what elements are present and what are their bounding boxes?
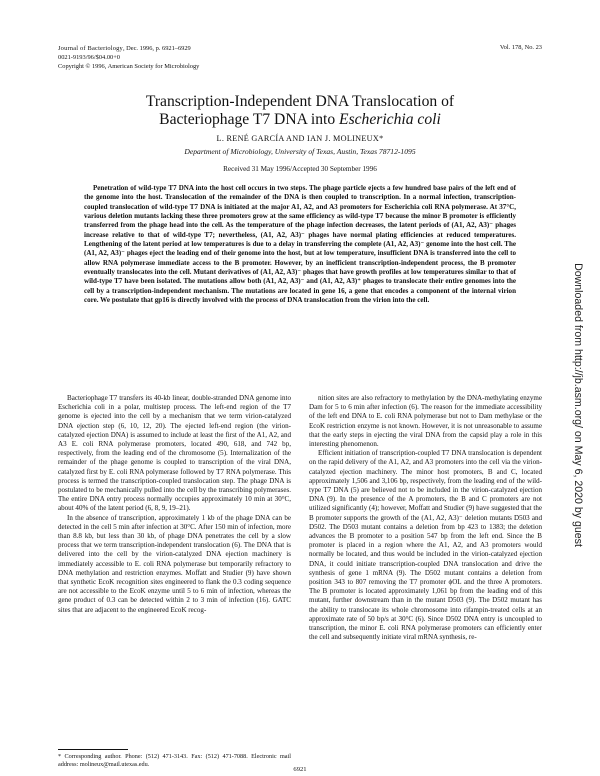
- copyright-line: Copyright © 1996, American Society for Microbiology: [58, 63, 200, 70]
- volume-issue: Vol. 178, No. 23: [499, 44, 542, 51]
- authors: L. RENÉ GARCÍA AND IAN J. MOLINEUX*: [216, 134, 384, 143]
- affiliation: Department of Microbiology, University of Texas, Austin, Texas 78712-1095: [184, 147, 416, 156]
- journal-citation: [58, 44, 199, 53]
- download-watermark: Downloaded from http://jb.asm.org/ on May 6, 2020 by guest: [572, 263, 584, 547]
- title-line-1: Transcription-Independent DNA Translocation of: [145, 93, 455, 110]
- journal-header: [58, 44, 199, 71]
- body-paragraph: Bacteriophage T7 transfers its 40-kb linear, double-stranded DNA genome into Escherichia coli in a polar, multistep process. The left-end region of the T7 genome is ejected into the cell by a mechanism that we term virion-catalyzed DNA ejection step (6, 10, 12, 20). The ejected left-end region (the virion-catalyzed ejection DNA) is assumed to include at least the first of the A1, A2, and A3 E. coli RNA polymerase promoters, located 490, 618, and 742 bp, respectively, from the leading end of the chromosome (5). Internalization of the remainder of the phage genome is coupled to transcription of the viral DNA, catalyzed first by E. coli RNA polymerase followed by T7 RNA polymerase. This process is termed the transcription-coupled translocation step. The phage DNA is postulated to be mechanically pulled into the cell by the transcribing polymerases. The entire DNA entry process normally occupies approximately 10 min at 30°C, about 40% of the latent period (6, 8, 9, 19–21).: [58, 394, 291, 513]
- body-column-right: [309, 394, 542, 642]
- issn-line: 0021-9193/96/$04.00+0: [58, 54, 121, 61]
- title-organism: Escherichia coli: [339, 111, 441, 128]
- footnote-divider: [58, 749, 128, 750]
- title-line-2: Bacteriophage T7 DNA into: [159, 111, 340, 128]
- journal-name: Journal of Bacteriology: [58, 45, 123, 52]
- title-block: [58, 93, 542, 173]
- corresponding-author-footnote: * Corresponding author. Phone: (512) 471-3143. Fax: (512) 471-7088. Electronic mail address: molineux@mail.utexas.edu.: [58, 753, 291, 768]
- body-column-left: [58, 394, 291, 615]
- page-number: 6921: [293, 766, 307, 773]
- received-dates: Received 31 May 1996/Accepted 30 September 1996: [223, 165, 377, 173]
- article-title: [58, 93, 542, 129]
- body-paragraph: Efficient initiation of transcription-coupled T7 DNA translocation is dependent on the rapid delivery of the A1, A2, and A3 promoters into the cell via the virion-catalyzed ejection machinery. The minor host promoters, B and C, located approximately 1,506 and 3,106 bp, respectively, from the leading end of the wild-type T7 DNA (5) are believed not to be included in the virion-catalyzed ejection DNA (9). In the presence of the A promoters, the B and C promoters are not utilized significantly (4); however, Moffatt and Studier (9) have suggested that the B promoter supports the growth of the (A1, A2, A3)⁻ deletion mutants D503 and D502. The D503 mutant contains a deletion from bp 423 to 1383; the deletion advances the B promoter to a position 547 bp from the left end. Since the B promoter is placed in a region where the A1, A2, and A3 promoters would normally be located, and thus would be included in the virion-catalyzed ejection DNA, it could initiate transcription-coupled DNA translocation and drive the synthesis of gene 1 mRNA (9). The D502 mutant contains a deletion from position 343 to 807 removing the T7 promoter ϕOL and the three A promoters. The B promoter is located approximately 1,061 bp from the leading end of this mutant, further downstream than in the mutant D503 (9). The D502 mutant has the ability to translocate its whole chromosome into rifampin-treated cells at an approximate rate of 50 bp/s at 30°C (6). Since D502 DNA entry is uncoupled to transcription, the minor E. coli RNA polymerase promoters can efficiently enter the cell and subsequently initiate viral mRNA synthesis, re-: [309, 449, 542, 642]
- body-paragraph: nition sites are also refractory to methylation by the DNA-methylating enzyme Dam for 5 to 6 min after infection (6). The reason for the immediate accessibility of the left end DNA to E. coli RNA polymerase but not to Dam methylase or the EcoK restriction enzyme is not known. However, it is not unreasonable to assume that the early steps in ejecting the viral DNA from the capsid play a role in this interesting phenomenon.: [309, 394, 542, 449]
- abstract: Penetration of wild-type T7 DNA into the host cell occurs in two steps. The phage particle ejects a few hundred base pairs of the left end of the genome into the host. Translocation of the remainder of the DNA is then coupled to transcription. In a normal infection, transcription-coupled translocation of wild-type T7 DNA is initiated at the major A1, A2, and A3 promoters for Escherichia coli RNA polymerase. At 37°C, various deletion mutants lacking these three promoters grow at the same efficiency as wild-type T7 because the minor B promoter is efficiently transferred from the phage head into the cell. As the temperature of the phage infection decreases, the latent periods of (A1, A2, A3)⁻ phages increase relative to that of wild-type T7; nevertheless, (A1, A2, A3)⁻ phages have normal plating efficiencies at reduced temperatures. Lengthening of the latent period at low temperatures is due to a delay in transferring the complete (A1, A2, A3)⁻ genome into the host cell. The (A1, A2, A3)⁻ phages eject the leading end of their genome into the host, but at low temperature, insufficient DNA is transferred into the cell to allow RNA polymerase immediate access to the B promoter. However, by an inefficient transcription-independent process, the B promoter eventually translocates into the cell. Mutant derivatives of (A1, A2, A3)⁻ phages that have growth profiles at low temperatures similar to that of wild-type T7 have been isolated. The mutations allow both (A1, A2, A3)⁻ and (A1, A2, A3)⁺ phages to translocate their entire genomes into the cell by a transcription-independent mechanism. The mutations are located in gene 16, a gene that encodes a component of the internal virion core. We postulate that gp16 is directly involved with the process of DNA translocation from the virion into the cell.: [84, 184, 516, 305]
- journal-date-pages: , Dec. 1996, p. 6921–6929: [122, 45, 191, 52]
- body-paragraph: In the absence of transcription, approximately 1 kb of the phage DNA can be detected in the cell 5 min after infection at 30°C. After 150 min of infection, more than 8.8 kb, but less than 30 kb, of phage DNA penetrates the cell by a slow process that we term transcription-independent translocation (6). The DNA that is delivered into the cell by the virion-catalyzed DNA ejection machinery is immediately accessible to E. coli RNA polymerase but temporarily refractory to DNA methylation and restriction enzymes. Moffatt and Studier (9) have shown that synthetic EcoK recognition sites engineered to flank the 0.3 coding sequence are not accessible to the EcoK enzyme until 5 to 6 min of infection, whereas the gene product of 0.3 can be detected within 2 to 3 min of infection (16). GATC sites that are adjacent to the engineered EcoK recog-: [58, 513, 291, 614]
